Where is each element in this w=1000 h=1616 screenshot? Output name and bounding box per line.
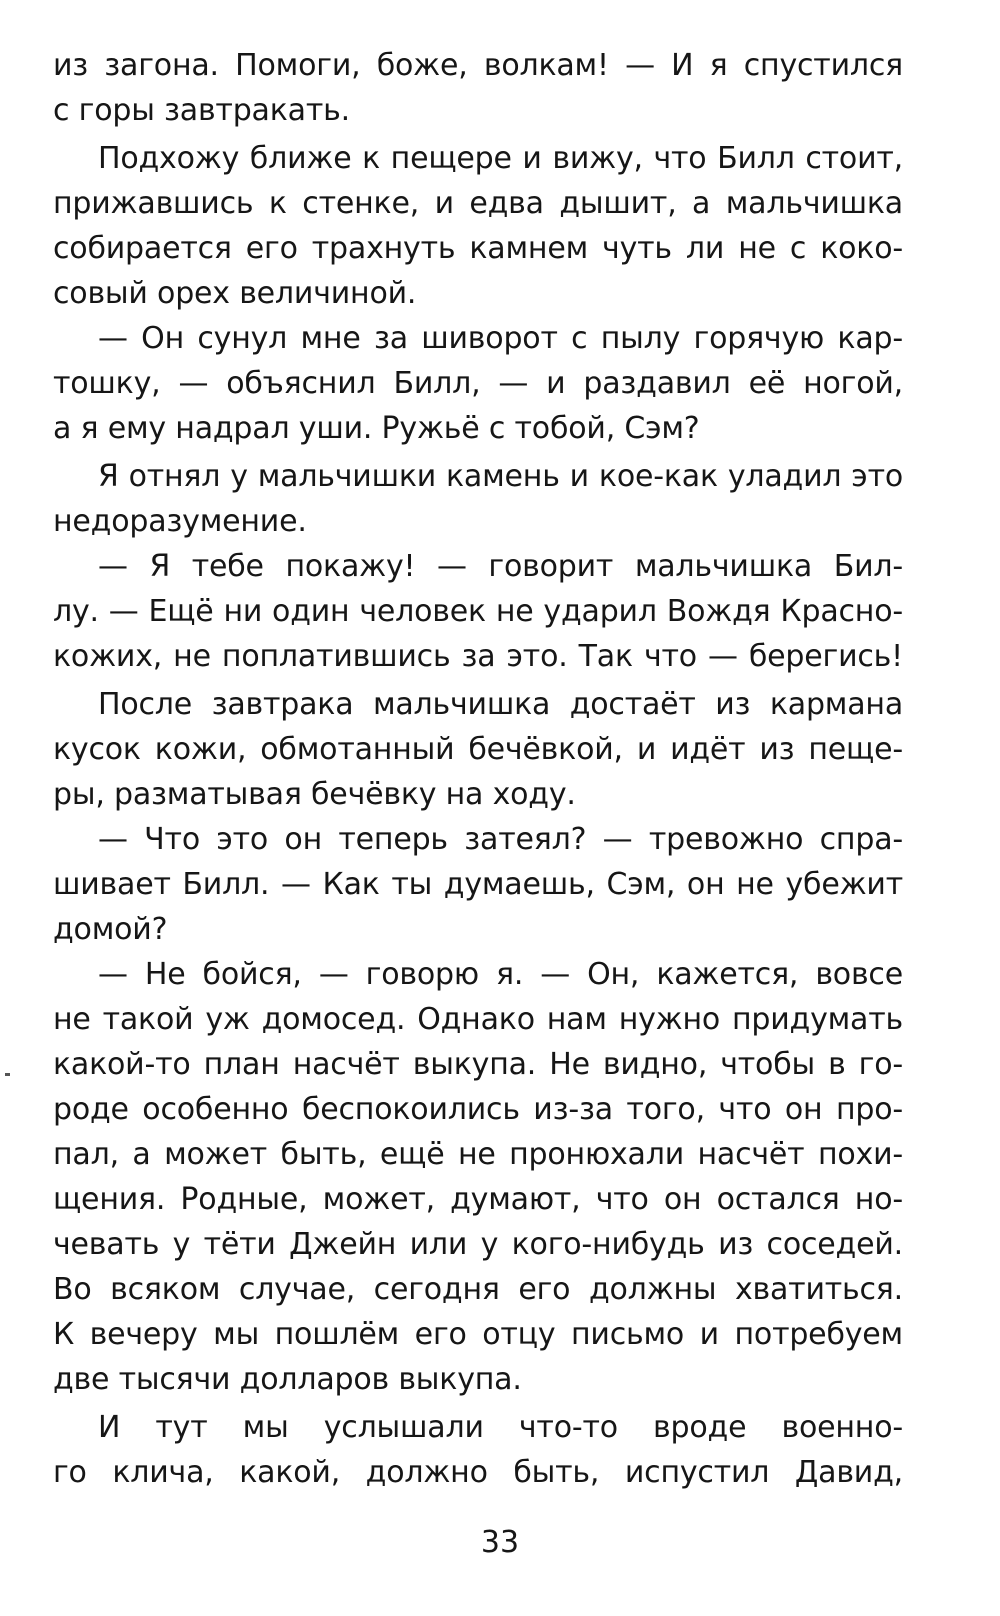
text-line: Подхожу ближе к пещере и вижу, что Билл стоит,	[98, 141, 903, 176]
text-line: из загона. Помоги, боже, волкам! — И я спустился	[53, 48, 903, 83]
text-line: тошку, — объяснил Билл, — и раздавил её ногой,	[53, 366, 903, 401]
paragraph	[53, 817, 903, 952]
paragraph	[53, 454, 903, 544]
text-line: И тут мы услышали что-то вроде военно-	[98, 1410, 903, 1445]
text-line: Я отнял у мальчишки камень и кое-как уладил это	[98, 459, 903, 494]
text-line: какой-то план насчёт выкупа. Не видно, чтобы в го-	[53, 1047, 903, 1082]
text-line: собирается его трахнуть камнем чуть ли не с коко-	[53, 231, 903, 266]
text-line: не такой уж домосед. Однако нам нужно придумать	[53, 1002, 903, 1037]
text-line: Во всяком случае, сегодня его должны хватиться.	[53, 1272, 903, 1307]
text-line: К вечеру мы пошлём его отцу письмо и потребуем	[53, 1317, 903, 1352]
text-line: совый орех величиной.	[53, 276, 417, 311]
text-line: кожих, не поплатившись за это. Так что — берегись!	[53, 639, 903, 674]
text-line: го клича, какой, должно быть, испустил Давид,	[53, 1455, 903, 1490]
paragraph	[53, 544, 903, 679]
paragraph	[53, 136, 903, 316]
text-line: — Не бойся, — говорю я. — Он, кажется, вовсе	[98, 957, 903, 992]
paragraph	[53, 43, 903, 133]
text-line: с горы завтракать.	[53, 93, 350, 128]
page-number: 33	[480, 1525, 520, 1560]
paragraph	[53, 1405, 903, 1495]
text-line: пал, а может быть, ещё не пронюхали насчёт похи-	[53, 1137, 903, 1172]
text-line: домой?	[53, 912, 168, 947]
text-line: щения. Родные, может, думают, что он остался но-	[53, 1182, 903, 1217]
text-line: лу. — Ещё ни один человек не ударил Вождя Красно-	[53, 594, 903, 629]
text-line: — Я тебе покажу! — говорит мальчишка Бил-	[98, 549, 903, 584]
text-line: После завтрака мальчишка достаёт из кармана	[98, 687, 903, 722]
page-text	[53, 43, 903, 1495]
scan-speck	[5, 1073, 10, 1076]
text-line: — Что это он теперь затеял? — тревожно спра-	[98, 822, 903, 857]
text-line: а я ему надрал уши. Ружьё с тобой, Сэм?	[53, 411, 700, 446]
text-line: прижавшись к стенке, и едва дышит, а мальчишка	[53, 186, 903, 221]
paragraph	[53, 316, 903, 451]
paragraph	[53, 682, 903, 817]
text-line: роде особенно беспокоились из-за того, что он про-	[53, 1092, 903, 1127]
text-line: ры, разматывая бечёвку на ходу.	[53, 777, 576, 812]
text-line: шивает Билл. — Как ты думаешь, Сэм, он не убежит	[53, 867, 903, 902]
text-line: кусок кожи, обмотанный бечёвкой, и идёт из пеще-	[53, 732, 903, 767]
text-line: недоразумение.	[53, 504, 307, 539]
text-line: — Он сунул мне за шиворот с пылу горячую кар-	[98, 321, 903, 356]
paragraph	[53, 952, 903, 1402]
text-line: две тысячи долларов выкупа.	[53, 1362, 522, 1397]
text-line: чевать у тёти Джейн или у кого-нибудь из соседей.	[53, 1227, 903, 1262]
